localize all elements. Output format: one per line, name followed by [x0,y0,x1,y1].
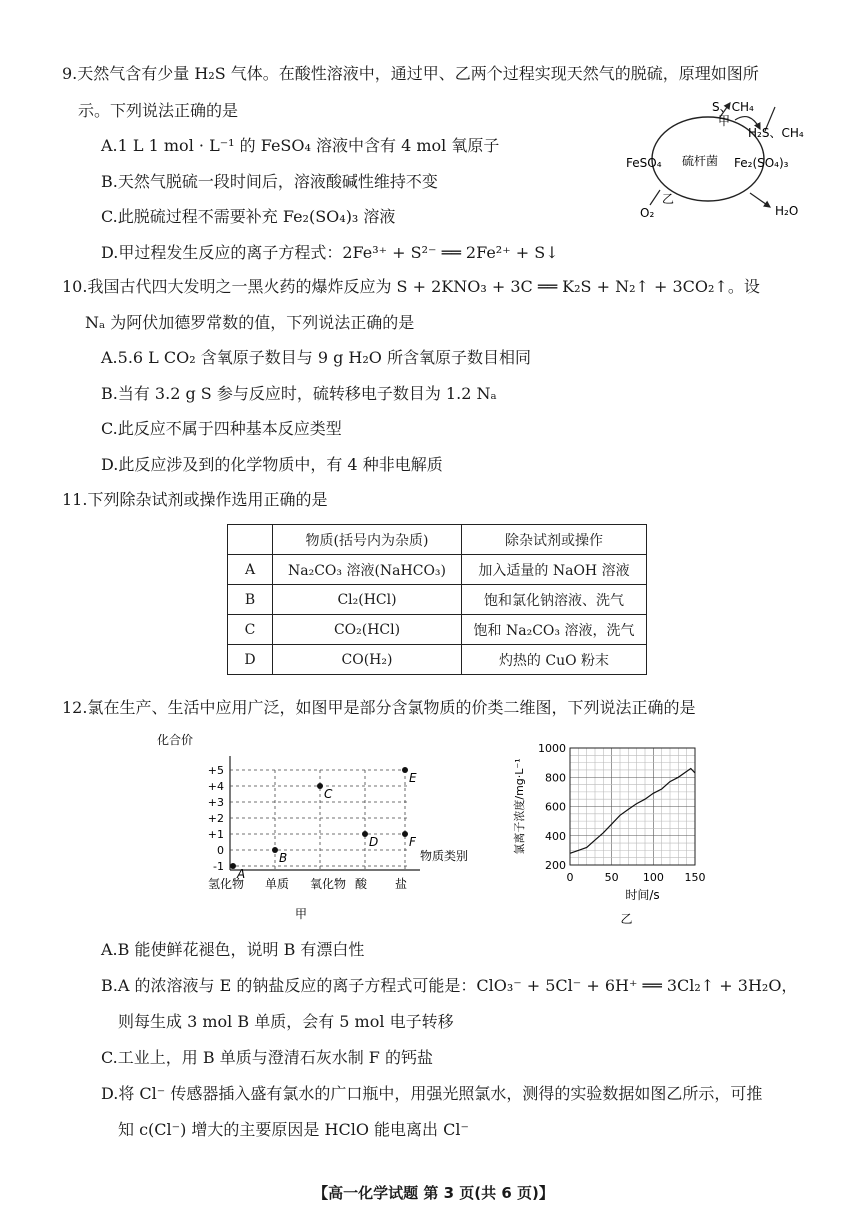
chart-caption: 乙 [620,912,633,926]
point-label: F [409,835,416,849]
x-tick-label: 酸 [355,877,368,891]
table-cell: 加入适量的 NaOH 溶液 [462,555,647,585]
table-header-row [228,525,647,555]
q12-option-d-line1: D.将 Cl⁻ 传感器插入盛有氯水的广口瓶中，用强光照氯水，测得的实验数据如图乙所示，可推 [101,1084,763,1103]
data-point [402,767,408,773]
y-tick-label: 600 [545,800,566,814]
data-point [402,831,408,837]
x-axis-label: 物质类别 [420,849,469,863]
y-tick-label: 1000 [538,742,566,755]
y-tick-label: +5 [207,764,224,777]
chart-caption: 甲 [295,907,308,921]
x-tick-label: 150 [684,871,706,884]
data-point [272,847,278,853]
q10-option-d: D.此反应涉及到的化学物质中，有 4 种非电解质 [101,455,443,474]
y-tick-label: +3 [207,796,224,809]
table-cell: B [228,585,273,615]
x-tick-label: 单质 [265,877,290,891]
x-axis-label: 时间/s [625,888,660,902]
diagram-left-label: FeSO₄ [626,156,662,170]
x-tick-label: 100 [642,871,664,884]
q9-option-c: C.此脱硫过程不需要补充 Fe₂(SO₄)₃ 溶液 [101,207,396,226]
valence-class-chart [155,728,485,923]
table-header-cell: 物质(括号内为杂质) [273,525,462,555]
diagram-o2-label: O₂ [640,206,655,220]
diagram-center-label: 硫杆菌 [682,154,719,168]
q12-option-b-line1: B.A 的浓溶液与 E 的钠盐反应的离子方程式可能是：ClO₃⁻ + 5Cl⁻ + 6H⁺ ══ 3Cl₂↑ + 3H₂O， [101,976,798,995]
q9-stem-line2: 示。下列说法正确的是 [78,101,239,120]
diagram-top-out-label: S、CH₄ [712,100,754,114]
x-tick-label: 盐 [395,877,408,891]
q12-option-a: A.B 能使鲜花褪色，说明 B 有漂白性 [101,940,365,959]
diagram-jia-label: 甲 [718,114,731,128]
point-label: B [279,851,288,865]
q10-stem-line1: 10.我国古代四大发明之一黑火药的爆炸反应为 S + 2KNO₃ + 3C ══ K₂S + N₂↑ + 3CO₂↑。设 [62,277,760,296]
y-tick-label: -1 [213,860,224,873]
table-cell: D [228,645,273,675]
q12-option-b-line2: 则每生成 3 mol B 单质，会有 5 mol 电子转移 [118,1012,454,1031]
q9-stem-line1: 9.天然气含有少量 H₂S 气体。在酸性溶液中，通过甲、乙两个过程实现天然气的脱硫，原理如图所 [62,64,759,83]
q12-option-d-line2: 知 c(Cl⁻) 增大的主要原因是 HClO 能电离出 Cl⁻ [118,1120,469,1139]
x-tick-label: 50 [604,871,619,884]
y-tick-label: 200 [545,859,566,872]
q11-table [227,524,647,675]
table-row [228,585,647,615]
x-tick-label: 氧化物 [310,877,347,891]
table-cell: 饱和 Na₂CO₃ 溶液，洗气 [462,615,647,645]
q10-option-a: A.5.6 L CO₂ 含氧原子数目与 9 g H₂O 所含氧原子数目相同 [101,348,531,367]
table-row [228,555,647,585]
table-cell: C [228,615,273,645]
q9-option-a: A.1 L 1 mol · L⁻¹ 的 FeSO₄ 溶液中含有 4 mol 氧原子 [101,136,500,155]
diagram-top-in-label: H₂S、CH₄ [748,126,804,140]
table-cell: CO₂(HCl) [273,615,462,645]
table-cell: 灼热的 CuO 粉末 [462,645,647,675]
data-point [317,783,323,789]
q10-stem-line2: Nₐ 为阿伏加德罗常数的值，下列说法正确的是 [85,313,415,332]
y-tick-label: 0 [217,844,224,857]
y-tick-label: +4 [207,780,224,793]
table-row [228,645,647,675]
table-header-cell: 除杂试剂或操作 [462,525,647,555]
q10-option-b: B.当有 3.2 g S 参与反应时，硫转移电子数目为 1.2 Nₐ [101,384,497,403]
table-cell: Cl₂(HCl) [273,585,462,615]
q11-stem: 11.下列除杂试剂或操作选用正确的是 [62,490,328,509]
q12-stem: 12.氯在生产、生活中应用广泛，如图甲是部分含氯物质的价类二维图，下列说法正确的是 [62,698,696,717]
q9-option-b: B.天然气脱硫一段时间后，溶液酸碱性维持不变 [101,172,438,191]
diagram-yi-label: 乙 [662,192,675,206]
page-footer: 【高一化学试题 第 3 页(共 6 页)】 [313,1184,554,1202]
table-row [228,615,647,645]
table-cell: Na₂CO₃ 溶液(NaHCO₃) [273,555,462,585]
series-line [570,769,695,854]
table-header-cell [228,525,273,555]
y-tick-label: 400 [545,829,566,843]
q12-option-c: C.工业上，用 B 单质与澄清石灰水制 F 的钙盐 [101,1048,433,1067]
y-tick-label: 800 [545,771,566,785]
data-point [362,831,368,837]
point-label: A [237,867,246,881]
chloride-concentration-chart [505,738,715,933]
y-tick-label: +1 [207,828,224,841]
table-cell: A [228,555,273,585]
x-tick-label: 氢化物 [208,877,245,891]
table-cell: 饱和氯化钠溶液、洗气 [462,585,647,615]
q9-option-d: D.甲过程发生反应的离子方程式：2Fe³⁺ + S²⁻ ══ 2Fe²⁺ + S↓ [101,243,559,262]
q9-cycle-diagram [620,95,820,225]
point-label: E [409,771,417,785]
data-point [230,863,236,869]
y-axis-label: 氯离子浓度/mg·L⁻¹ [513,758,526,855]
diagram-h2o-label: H₂O [775,204,799,218]
table-cell: CO(H₂) [273,645,462,675]
y-tick-label: +2 [207,812,224,825]
q10-option-c: C.此反应不属于四种基本反应类型 [101,419,342,438]
point-label: C [324,787,333,801]
y-axis-label: 化合价 [157,733,194,747]
diagram-right-label: Fe₂(SO₄)₃ [734,156,789,170]
x-tick-label: 0 [566,871,574,884]
point-label: D [369,835,379,849]
